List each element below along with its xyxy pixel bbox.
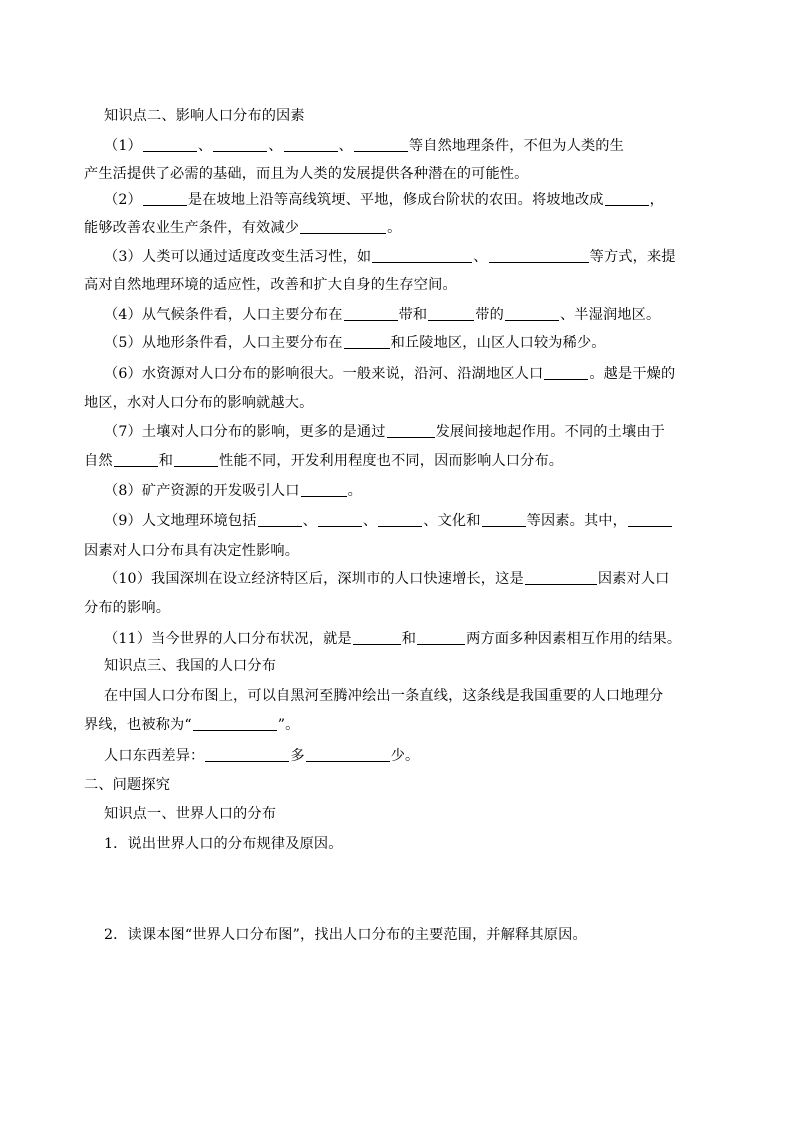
- item-10-line-2: [84, 599, 724, 617]
- item-text: 带的: [475, 307, 504, 323]
- answer-blank[interactable]: [628, 512, 672, 527]
- china-para-line-2: [84, 716, 724, 734]
- item-number: （2）: [104, 192, 142, 208]
- answer-blank[interactable]: [354, 137, 408, 152]
- item-2-line-2: [84, 219, 724, 237]
- item-11: [104, 630, 744, 648]
- east-west-difference: [104, 747, 744, 765]
- answer-blank[interactable]: [114, 452, 158, 467]
- item-6-line-1: [104, 365, 744, 383]
- heading-text: 知识点一、世界人口的分布: [104, 806, 277, 822]
- china-para-line-1: [104, 687, 744, 705]
- item-text: 界线，也被称为“: [84, 717, 192, 733]
- answer-blank[interactable]: [301, 482, 347, 497]
- answer-blank[interactable]: [353, 630, 401, 645]
- separator: 、: [268, 138, 283, 154]
- answer-blank[interactable]: [344, 306, 398, 321]
- answer-blank[interactable]: [387, 423, 435, 438]
- answer-blank[interactable]: [284, 137, 338, 152]
- item-text: （7）土壤对人口分布的影响，更多的是通过: [104, 424, 386, 440]
- answer-blank[interactable]: [482, 512, 526, 527]
- item-text: （4）从气候条件看，人口主要分布在: [104, 307, 343, 323]
- item-text: 人口东西差异：: [104, 748, 205, 764]
- item-8: [104, 482, 744, 500]
- answer-blank[interactable]: [306, 747, 390, 762]
- answer-blank[interactable]: [258, 512, 302, 527]
- item-5: [104, 334, 744, 352]
- answer-blank[interactable]: [300, 219, 386, 234]
- answer-blank[interactable]: [489, 248, 589, 263]
- item-text: 在中国人口分布图上，可以自黑河至腾冲绘出一条直线，这条线是我国重要的人口地理分: [104, 688, 664, 704]
- answer-blank[interactable]: [428, 306, 474, 321]
- item-text: 等因素。其中，: [526, 513, 627, 529]
- question-text: 1．说出世界人口的分布规律及原因。: [104, 836, 343, 852]
- item-text: 高对自然地理环境的适应性，改善和扩大自身的生存空间。: [84, 277, 457, 293]
- item-text: 产生活提供了必需的基础，而且为人类的发展提供各种潜在的可能性。: [84, 166, 529, 182]
- item-text: 带和: [398, 307, 428, 323]
- item-text: （5）从地形条件看，人口主要分布在: [104, 335, 343, 351]
- item-text: （9）人文地理环境包括: [104, 513, 257, 529]
- separator: 、: [302, 513, 317, 529]
- item-text: 和丘陵地区，山区人口较为稀少。: [390, 335, 606, 351]
- answer-blank[interactable]: [544, 365, 588, 380]
- answer-blank[interactable]: [417, 630, 465, 645]
- heading-text: 二、问题探究: [84, 777, 171, 793]
- item-text: （8）矿产资源的开发吸引人口: [104, 483, 300, 499]
- item-6-line-2: [84, 394, 724, 412]
- item-text: 自然: [84, 453, 113, 469]
- section-heading-factors: [104, 107, 744, 125]
- item-1-line-1: [104, 137, 744, 155]
- item-text: 和: [401, 631, 417, 647]
- item-text: 、文化和: [423, 513, 481, 529]
- answer-blank[interactable]: [143, 191, 187, 206]
- item-text: 。: [347, 483, 362, 499]
- answer-blank[interactable]: [213, 137, 267, 152]
- answer-blank[interactable]: [525, 570, 597, 585]
- item-text: 、半湿润地区。: [559, 307, 661, 323]
- item-text: （11）当今世界的人口分布状况，就是: [104, 631, 352, 647]
- item-1-line-2: [84, 165, 724, 183]
- answer-blank[interactable]: [505, 306, 559, 321]
- answer-blank[interactable]: [378, 512, 422, 527]
- sub-heading-world: [104, 805, 744, 823]
- item-text: 能够改善农业生产条件，有效减少: [84, 220, 300, 236]
- item-text: （3）人类可以通过适度改变生活习性，如: [104, 249, 372, 265]
- item-text: 性能不同，开发利用程度也不同，因而影响人口分布。: [219, 453, 564, 469]
- item-text: 和: [158, 453, 174, 469]
- item-text: ”。: [277, 717, 300, 733]
- separator: 、: [197, 138, 213, 154]
- answer-blank[interactable]: [174, 452, 218, 467]
- item-text: （6）水资源对人口分布的影响很大。一般来说，沿河、沿湖地区人口: [104, 366, 544, 382]
- item-text: 地区，水对人口分布的影响就越大。: [84, 395, 314, 411]
- heading-text: 知识点三、我国的人口分布: [104, 658, 277, 674]
- item-text: 。越是干燥的: [589, 366, 676, 382]
- separator: 、: [362, 513, 378, 529]
- item-text: 分布的影响。: [84, 600, 171, 616]
- item-2-line-1: [104, 191, 744, 209]
- item-text: 少。: [390, 748, 420, 764]
- item-7-line-1: [104, 423, 744, 441]
- item-text: 两方面多种因素相互作用的结果。: [466, 631, 682, 647]
- section-heading-china: [104, 657, 744, 675]
- separator: 、: [338, 138, 353, 154]
- separator: 、: [473, 249, 488, 265]
- item-text: 因素对人口分布具有决定性影响。: [84, 543, 300, 559]
- question-2: [104, 926, 744, 944]
- heading-text: 知识点二、影响人口分布的因素: [104, 108, 305, 124]
- answer-blank[interactable]: [344, 334, 390, 349]
- question-text: 2．读课本图“世界人口分布图”，找出人口分布的主要范围，并解释其原因。: [104, 927, 587, 943]
- answer-blank[interactable]: [205, 747, 289, 762]
- item-text: ，: [649, 192, 664, 208]
- item-number: （1）: [104, 138, 142, 154]
- answer-blank[interactable]: [193, 716, 277, 731]
- answer-blank[interactable]: [143, 137, 197, 152]
- item-7-line-2: [84, 452, 724, 470]
- item-text: 多: [290, 748, 305, 764]
- answer-blank[interactable]: [605, 191, 649, 206]
- item-10-line-1: [104, 570, 744, 588]
- item-text: 因素对人口: [597, 571, 670, 587]
- part-heading: [84, 776, 724, 794]
- item-3-line-2: [84, 276, 724, 294]
- item-text: 发展间接地起作用。不同的土壤由于: [435, 424, 665, 440]
- answer-blank[interactable]: [318, 512, 362, 527]
- item-text: （10）我国深圳在设立经济特区后，深圳市的人口快速增长，这是: [104, 571, 524, 587]
- item-text: 等自然地理条件，不但为人类的生: [408, 138, 624, 154]
- answer-blank[interactable]: [372, 248, 472, 263]
- item-text: 。: [387, 220, 402, 236]
- question-1: [104, 835, 744, 853]
- item-text: 等方式，来提: [589, 249, 676, 265]
- item-4: [104, 306, 744, 324]
- item-3-line-1: [104, 248, 744, 266]
- item-9-line-2: [84, 542, 724, 560]
- item-9-line-1: [104, 512, 744, 530]
- item-text: 是在坡地上沿等高线筑埂、平地，修成台阶状的农田。将坡地改成: [187, 192, 604, 208]
